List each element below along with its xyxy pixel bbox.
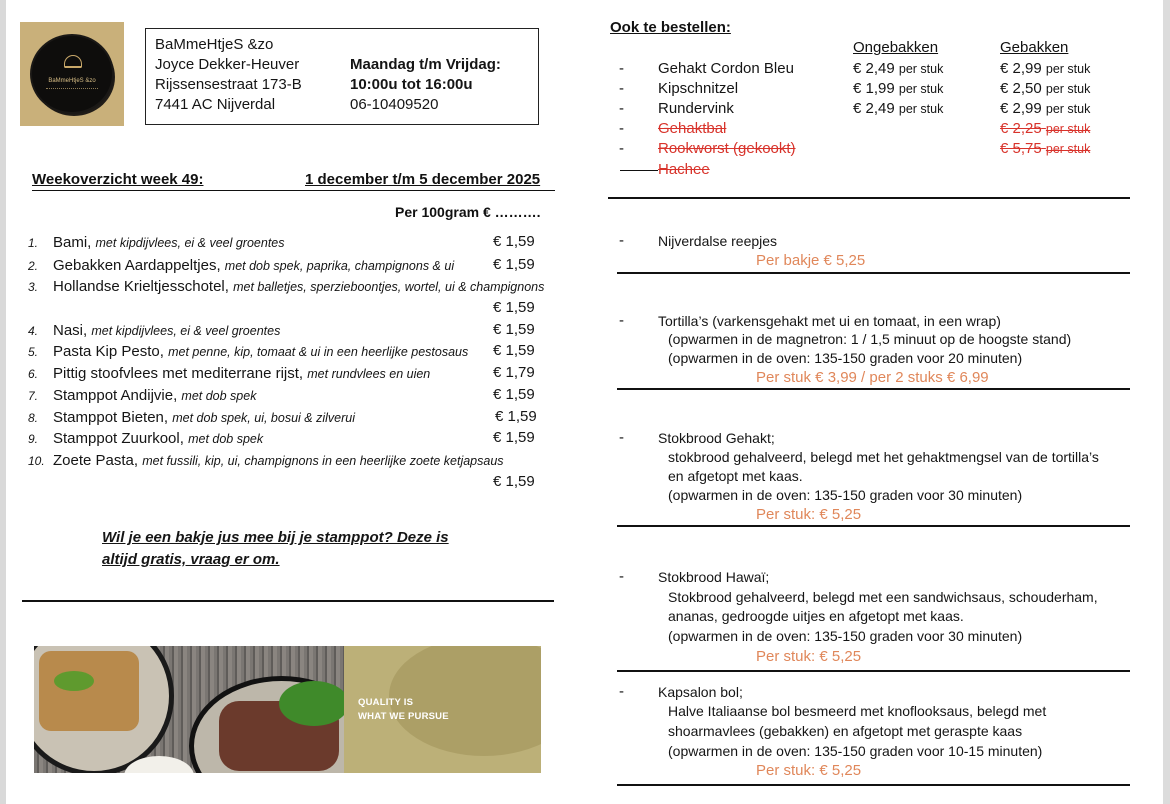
menu-item-number: 9. bbox=[28, 432, 39, 446]
price-value: € 2,99 bbox=[1000, 100, 1042, 117]
week-title: Weekoverzicht week 49: bbox=[32, 171, 204, 188]
menu-item-desc: met dob spek bbox=[181, 389, 257, 403]
special-price: Per bakje € 5,25 bbox=[756, 252, 866, 269]
menu-item-desc: met balletjes, sperzieboontjes, wortel, ui & champignons bbox=[233, 280, 545, 294]
special-detail: stokbrood gehalveerd, belegd met het gehaktmengsel van de tortilla’s bbox=[668, 449, 1099, 465]
extra-item-name: Rundervink bbox=[658, 100, 734, 117]
menu-item bbox=[28, 429, 263, 449]
special-price: Per stuk: € 5,25 bbox=[756, 762, 862, 779]
logo-disc bbox=[32, 36, 112, 112]
menu-item bbox=[28, 364, 430, 384]
extra-item-name-unavailable: Rookworst (gekookt) bbox=[658, 140, 796, 157]
menu-item-name: Gebakken Aardappeltjes, bbox=[53, 257, 221, 274]
contact-box bbox=[145, 28, 539, 125]
bullet-dash: - bbox=[619, 683, 624, 700]
page-edge-right bbox=[1163, 0, 1170, 804]
price-unit-label: Per 100gram € ………. bbox=[395, 204, 541, 220]
extra-item-unbaked-price bbox=[853, 79, 943, 99]
col-header-unbaked: Ongebakken bbox=[853, 39, 939, 56]
bullet-dash: - bbox=[619, 60, 624, 77]
per-stuk: per stuk bbox=[898, 82, 944, 96]
divider bbox=[22, 600, 554, 602]
menu-item bbox=[28, 342, 468, 362]
strike-line bbox=[620, 170, 658, 171]
owner-name: Joyce Dekker-Heuver bbox=[155, 56, 300, 73]
menu-item-name: Nasi, bbox=[53, 322, 88, 339]
menu-item-number: 1. bbox=[28, 236, 39, 250]
divider bbox=[617, 525, 1130, 527]
price-value: € 5,75 bbox=[1000, 140, 1042, 157]
banner-slogan bbox=[358, 696, 449, 724]
bullet-dash: - bbox=[619, 120, 624, 137]
menu-item-price: € 1,59 bbox=[493, 256, 535, 273]
menu-item bbox=[28, 277, 544, 297]
divider bbox=[617, 388, 1130, 390]
opening-hours: 10:00u tot 16:00u bbox=[350, 76, 473, 93]
jus-note-line: altijd gratis, vraag er om. bbox=[102, 551, 280, 568]
food-banner-image bbox=[34, 646, 541, 773]
menu-item-number: 5. bbox=[28, 345, 39, 359]
menu-item-desc: met dob spek bbox=[188, 432, 264, 446]
extra-title: Ook te bestellen: bbox=[610, 19, 731, 36]
menu-item-name: Stamppot Bieten, bbox=[53, 409, 169, 426]
menu-item-desc: met kipdijvlees, ei & veel groentes bbox=[91, 324, 281, 338]
menu-item-number: 3. bbox=[28, 280, 39, 294]
city-address: 7441 AC Nijverdal bbox=[155, 96, 276, 113]
bullet-dash: - bbox=[619, 140, 624, 157]
bullet-dash: - bbox=[619, 312, 624, 329]
logo bbox=[20, 22, 124, 126]
special-detail: (opwarmen in de magnetron: 1 / 1,5 minuut op de hoogste stand) bbox=[668, 331, 1072, 347]
price-value: € 2,50 bbox=[1000, 80, 1042, 97]
special-detail: (opwarmen in de oven: 135-150 graden voor 30 minuten) bbox=[668, 487, 1023, 503]
price-value: € 2,99 bbox=[1000, 60, 1042, 77]
banner-slogan-line: QUALITY IS bbox=[358, 697, 414, 708]
menu-item-number: 6. bbox=[28, 367, 39, 381]
menu-item-desc: met dob spek, ui, bosui & zilverui bbox=[172, 411, 355, 425]
per-stuk: per stuk bbox=[898, 62, 944, 76]
per-stuk: per stuk bbox=[1045, 102, 1091, 116]
menu-item-name: Stamppot Zuurkool, bbox=[53, 430, 184, 447]
special-name: Kapsalon bol; bbox=[658, 684, 743, 700]
bullet-dash: - bbox=[619, 568, 624, 585]
per-stuk: per stuk bbox=[1045, 122, 1091, 136]
special-price: Per stuk € 3,99 / per 2 stuks € 6,99 bbox=[756, 369, 989, 386]
logo-divider bbox=[46, 88, 98, 89]
menu-item-name: Zoete Pasta, bbox=[53, 452, 139, 469]
per-stuk: per stuk bbox=[1045, 62, 1091, 76]
price-value: € 1,99 bbox=[853, 80, 895, 97]
extra-item-unbaked-price bbox=[853, 99, 943, 119]
menu-item-desc: met kipdijvlees, ei & veel groentes bbox=[95, 236, 285, 250]
menu-item-name: Hollandse Krieltjesschotel, bbox=[53, 278, 229, 295]
extra-item-name-unavailable: Gehaktbal bbox=[658, 120, 727, 137]
extra-item-unbaked-price bbox=[853, 59, 943, 79]
extra-item-baked-price bbox=[1000, 79, 1090, 99]
special-detail: shoarmavlees (gebakken) en afgetopt met geraspte kaas bbox=[668, 723, 1023, 739]
price-value: € 2,25 bbox=[1000, 120, 1042, 137]
special-detail: Stokbrood gehalveerd, belegd met een sandwichsaus, schouderham, bbox=[668, 589, 1098, 605]
street-address: Rijssensestraat 173-B bbox=[155, 76, 302, 93]
menu-item-name: Pittig stoofvlees met mediterrane rijst, bbox=[53, 365, 304, 382]
special-detail: (opwarmen in de oven: 135-150 graden voor 10-15 minuten) bbox=[668, 743, 1043, 759]
menu-item-price: € 1,59 bbox=[493, 233, 535, 250]
menu-item-name: Pasta Kip Pesto, bbox=[53, 343, 164, 360]
special-detail: (opwarmen in de oven: 135-150 graden voor 20 minuten) bbox=[668, 350, 1023, 366]
menu-item-price: € 1,59 bbox=[493, 386, 535, 403]
extra-item-baked-price-unavailable bbox=[1000, 119, 1090, 139]
menu-item-price: € 1,59 bbox=[493, 321, 535, 338]
logo-text: BaMmeHtjeS &zo bbox=[48, 78, 96, 84]
menu-item-number: 10. bbox=[28, 454, 45, 468]
special-detail: en afgetopt met kaas. bbox=[668, 468, 803, 484]
special-name: Tortilla’s (varkensgehakt met ui en tomaat, in een wrap) bbox=[658, 313, 1001, 329]
jus-note-line: Wil je een bakje jus mee bij je stamppot? Deze is bbox=[102, 529, 449, 546]
price-value: € 2,49 bbox=[853, 100, 895, 117]
divider bbox=[608, 197, 1130, 199]
special-detail: ananas, gedroogde uitjes en afgetopt met kaas. bbox=[668, 608, 964, 624]
cloche-icon bbox=[64, 55, 82, 68]
extra-item-baked-price bbox=[1000, 99, 1090, 119]
extra-item-name-unavailable: Hachee bbox=[658, 161, 710, 178]
menu-item-name: Stamppot Andijvie, bbox=[53, 387, 178, 404]
menu-item-price: € 1,79 bbox=[493, 364, 535, 381]
bullet-dash: - bbox=[619, 80, 624, 97]
per-stuk: per stuk bbox=[1045, 142, 1091, 156]
menu-item-number: 7. bbox=[28, 389, 39, 403]
banner-food bbox=[39, 651, 139, 731]
extra-item-name: Kipschnitzel bbox=[658, 80, 739, 97]
bullet-dash: - bbox=[619, 429, 624, 446]
menu-item-desc: met penne, kip, tomaat & ui in een heerlijke pestosaus bbox=[168, 345, 469, 359]
menu-item-name: Bami, bbox=[53, 234, 92, 251]
banner-herb bbox=[54, 671, 94, 691]
menu-item-desc: met dob spek, paprika, champignons & ui bbox=[224, 259, 455, 273]
extra-item-name: Gehakt Cordon Bleu bbox=[658, 60, 794, 77]
menu-item-number: 2. bbox=[28, 259, 39, 273]
week-title-bar bbox=[32, 171, 555, 191]
menu-item-desc: met fussili, kip, ui, champignons in een heerlijke zoete ketjapsaus bbox=[142, 454, 504, 468]
special-name: Stokbrood Gehakt; bbox=[658, 430, 775, 446]
menu-item bbox=[28, 408, 355, 428]
per-stuk: per stuk bbox=[898, 102, 944, 116]
special-detail: Halve Italiaanse bol besmeerd met knoflooksaus, belegd met bbox=[668, 703, 1047, 719]
per-stuk: per stuk bbox=[1045, 82, 1091, 96]
menu-item-price: € 1,59 bbox=[493, 429, 535, 446]
bullet-dash: - bbox=[619, 232, 624, 249]
divider bbox=[617, 272, 1130, 274]
divider bbox=[617, 670, 1130, 672]
special-price: Per stuk: € 5,25 bbox=[756, 648, 862, 665]
menu-item bbox=[28, 386, 256, 406]
menu-item bbox=[28, 321, 280, 341]
extra-item-baked-price-unavailable bbox=[1000, 139, 1090, 159]
business-name: BaMmeHtjeS &zo bbox=[155, 36, 274, 53]
opening-days: Maandag t/m Vrijdag: bbox=[350, 56, 501, 73]
menu-item-price: € 1,59 bbox=[495, 408, 537, 425]
menu-item-price: € 1,59 bbox=[493, 473, 535, 490]
special-name: Nijverdalse reepjes bbox=[658, 233, 778, 249]
extra-item-baked-price bbox=[1000, 59, 1090, 79]
page-edge-left bbox=[0, 0, 6, 804]
menu-item-price: € 1,59 bbox=[493, 342, 535, 359]
bullet-dash: - bbox=[619, 100, 624, 117]
divider bbox=[617, 784, 1130, 786]
special-name: Stokbrood Hawaï; bbox=[658, 569, 770, 585]
special-price: Per stuk: € 5,25 bbox=[756, 506, 862, 523]
menu-item-desc: met rundvlees en uien bbox=[307, 367, 431, 381]
jus-note bbox=[102, 527, 482, 571]
menu-item bbox=[28, 233, 285, 253]
col-header-baked: Gebakken bbox=[1000, 39, 1069, 56]
special-detail: (opwarmen in de oven: 135-150 graden voor 30 minuten) bbox=[668, 628, 1023, 644]
week-dates: 1 december t/m 5 december 2025 bbox=[305, 171, 541, 188]
price-value: € 2,49 bbox=[853, 60, 895, 77]
menu-item-number: 8. bbox=[28, 411, 39, 425]
menu-item bbox=[28, 256, 454, 276]
banner-leaf bbox=[279, 681, 349, 726]
menu-item-number: 4. bbox=[28, 324, 39, 338]
phone-number: 06-10409520 bbox=[350, 96, 439, 113]
banner-slogan-line: WHAT WE PURSUE bbox=[358, 711, 449, 722]
menu-item-price: € 1,59 bbox=[493, 299, 535, 316]
menu-item bbox=[28, 451, 504, 471]
